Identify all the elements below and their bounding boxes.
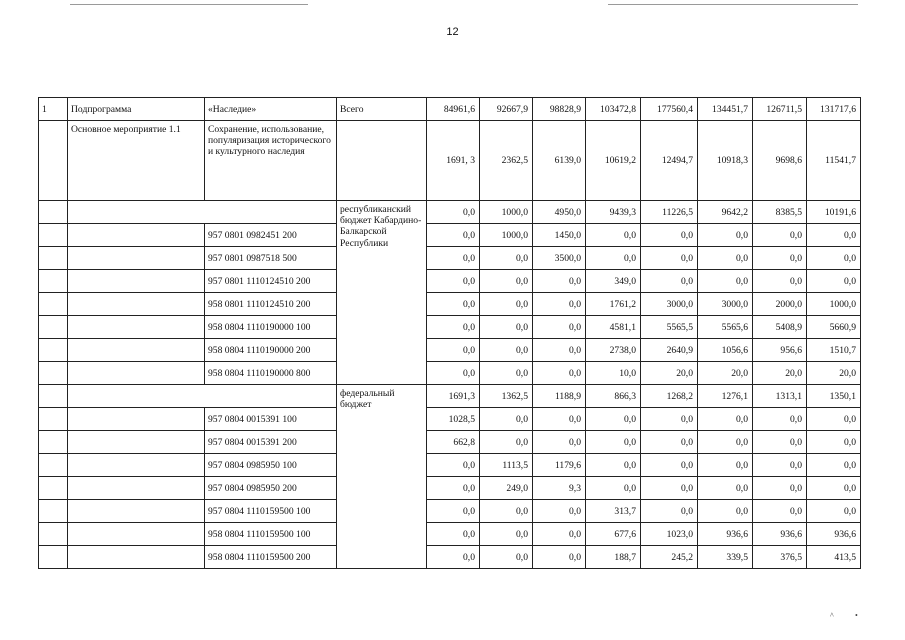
value-cell: 0,0 xyxy=(427,293,480,316)
value-cell: 0,0 xyxy=(807,270,861,293)
value-cell: 9439,3 xyxy=(586,201,641,224)
budget-code: 957 0804 0015391 100 xyxy=(205,408,337,431)
value-cell: 0,0 xyxy=(698,247,753,270)
budget-code-row xyxy=(39,477,861,500)
value-cell: 0,0 xyxy=(753,477,807,500)
value-cell: 5408,9 xyxy=(753,316,807,339)
subprogram-name: «Наследие» xyxy=(205,98,337,121)
subprogram-type: Подпрограмма xyxy=(68,98,205,121)
budget-code: 957 0804 1110159500 100 xyxy=(205,500,337,523)
value-cell: 9698,6 xyxy=(753,121,807,201)
empty-cell xyxy=(39,247,68,270)
value-cell: 103472,8 xyxy=(586,98,641,121)
value-cell: 0,0 xyxy=(480,339,533,362)
value-cell: 0,0 xyxy=(807,224,861,247)
empty-cell xyxy=(68,523,205,546)
empty-cell xyxy=(68,247,205,270)
value-cell: 0,0 xyxy=(427,247,480,270)
budget-code-row xyxy=(39,523,861,546)
value-cell: 0,0 xyxy=(480,316,533,339)
top-border-line-right xyxy=(608,4,858,5)
value-cell: 3500,0 xyxy=(533,247,586,270)
value-cell: 1350,1 xyxy=(807,385,861,408)
value-cell: 11226,5 xyxy=(641,201,698,224)
value-cell: 10,0 xyxy=(586,362,641,385)
empty-cell xyxy=(39,224,68,247)
empty-cell xyxy=(337,121,427,201)
value-cell: 0,0 xyxy=(641,247,698,270)
value-cell: 1510,7 xyxy=(807,339,861,362)
value-cell: 936,6 xyxy=(698,523,753,546)
budget-code-row xyxy=(39,316,861,339)
value-cell: 0,0 xyxy=(698,270,753,293)
value-cell: 10918,3 xyxy=(698,121,753,201)
value-cell: 0,0 xyxy=(427,316,480,339)
value-cell: 349,0 xyxy=(586,270,641,293)
budget-table xyxy=(38,97,861,569)
empty-cell xyxy=(39,408,68,431)
value-cell: 0,0 xyxy=(641,454,698,477)
value-cell: 20,0 xyxy=(753,362,807,385)
value-cell: 126711,5 xyxy=(753,98,807,121)
empty-cell xyxy=(68,546,205,569)
value-cell: 0,0 xyxy=(427,477,480,500)
federal-source-label: федеральный бюджет xyxy=(337,385,427,569)
value-cell: 0,0 xyxy=(586,224,641,247)
value-cell: 0,0 xyxy=(586,477,641,500)
value-cell: 0,0 xyxy=(641,500,698,523)
value-cell: 1276,1 xyxy=(698,385,753,408)
value-cell: 1691, 3 xyxy=(427,121,480,201)
empty-cell xyxy=(68,201,337,224)
value-cell: 1000,0 xyxy=(480,201,533,224)
empty-cell xyxy=(39,270,68,293)
value-cell: 1028,5 xyxy=(427,408,480,431)
empty-cell xyxy=(68,270,205,293)
value-cell: 2738,0 xyxy=(586,339,641,362)
budget-code: 957 0801 0982451 200 xyxy=(205,224,337,247)
empty-cell xyxy=(68,477,205,500)
value-cell: 0,0 xyxy=(753,247,807,270)
value-cell: 0,0 xyxy=(698,477,753,500)
value-cell: 3000,0 xyxy=(641,293,698,316)
value-cell: 1450,0 xyxy=(533,224,586,247)
budget-code: 958 0804 1110159500 100 xyxy=(205,523,337,546)
value-cell: 1313,1 xyxy=(753,385,807,408)
value-cell: 5660,9 xyxy=(807,316,861,339)
value-cell: 662,8 xyxy=(427,431,480,454)
value-cell: 134451,7 xyxy=(698,98,753,121)
empty-cell xyxy=(39,293,68,316)
value-cell: 1691,3 xyxy=(427,385,480,408)
value-cell: 1023,0 xyxy=(641,523,698,546)
value-cell: 0,0 xyxy=(427,523,480,546)
value-cell: 4950,0 xyxy=(533,201,586,224)
total-label: Всего xyxy=(337,98,427,121)
budget-code: 958 0804 1110190000 200 xyxy=(205,339,337,362)
value-cell: 0,0 xyxy=(807,454,861,477)
value-cell: 0,0 xyxy=(533,408,586,431)
row-index: 1 xyxy=(39,98,68,121)
value-cell: 0,0 xyxy=(533,523,586,546)
value-cell: 1000,0 xyxy=(480,224,533,247)
value-cell: 376,5 xyxy=(753,546,807,569)
value-cell: 1268,2 xyxy=(641,385,698,408)
empty-cell xyxy=(39,546,68,569)
value-cell: 0,0 xyxy=(480,431,533,454)
value-cell: 0,0 xyxy=(480,247,533,270)
value-cell: 866,3 xyxy=(586,385,641,408)
budget-code: 958 0804 1110159500 200 xyxy=(205,546,337,569)
value-cell: 0,0 xyxy=(480,546,533,569)
empty-cell xyxy=(39,523,68,546)
budget-code-row xyxy=(39,500,861,523)
value-cell: 936,6 xyxy=(753,523,807,546)
value-cell: 339,5 xyxy=(698,546,753,569)
value-cell: 0,0 xyxy=(533,270,586,293)
budget-code-row xyxy=(39,454,861,477)
value-cell: 84961,6 xyxy=(427,98,480,121)
value-cell: 20,0 xyxy=(807,362,861,385)
value-cell: 249,0 xyxy=(480,477,533,500)
value-cell: 177560,4 xyxy=(641,98,698,121)
value-cell: 0,0 xyxy=(427,500,480,523)
value-cell: 0,0 xyxy=(753,224,807,247)
budget-code: 957 0804 0015391 200 xyxy=(205,431,337,454)
budget-code-row xyxy=(39,431,861,454)
empty-cell xyxy=(68,454,205,477)
budget-code-row xyxy=(39,339,861,362)
value-cell: 92667,9 xyxy=(480,98,533,121)
value-cell: 1113,5 xyxy=(480,454,533,477)
federal-total-row xyxy=(39,385,861,408)
value-cell: 0,0 xyxy=(641,270,698,293)
value-cell: 0,0 xyxy=(586,247,641,270)
value-cell: 0,0 xyxy=(753,408,807,431)
value-cell: 413,5 xyxy=(807,546,861,569)
value-cell: 2000,0 xyxy=(753,293,807,316)
empty-cell xyxy=(39,431,68,454)
value-cell: 12494,7 xyxy=(641,121,698,201)
value-cell: 5565,6 xyxy=(698,316,753,339)
value-cell: 0,0 xyxy=(698,431,753,454)
value-cell: 98828,9 xyxy=(533,98,586,121)
empty-cell xyxy=(39,500,68,523)
value-cell: 0,0 xyxy=(698,500,753,523)
value-cell: 1188,9 xyxy=(533,385,586,408)
value-cell: 0,0 xyxy=(753,270,807,293)
budget-code-row xyxy=(39,546,861,569)
empty-cell xyxy=(68,385,337,408)
value-cell: 936,6 xyxy=(807,523,861,546)
value-cell: 0,0 xyxy=(480,408,533,431)
empty-cell xyxy=(68,224,205,247)
value-cell: 0,0 xyxy=(480,293,533,316)
corner-mark: ^ xyxy=(830,611,834,620)
value-cell: 10619,2 xyxy=(586,121,641,201)
value-cell: 6139,0 xyxy=(533,121,586,201)
value-cell: 0,0 xyxy=(753,454,807,477)
value-cell: 0,0 xyxy=(533,339,586,362)
budget-code-row xyxy=(39,247,861,270)
empty-cell xyxy=(39,339,68,362)
value-cell: 20,0 xyxy=(698,362,753,385)
value-cell: 9,3 xyxy=(533,477,586,500)
value-cell: 956,6 xyxy=(753,339,807,362)
value-cell: 0,0 xyxy=(641,477,698,500)
empty-cell xyxy=(39,121,68,201)
value-cell: 0,0 xyxy=(480,523,533,546)
budget-code: 958 0804 1110190000 800 xyxy=(205,362,337,385)
value-cell: 0,0 xyxy=(807,477,861,500)
value-cell: 0,0 xyxy=(427,546,480,569)
budget-code: 958 0801 1110124510 200 xyxy=(205,293,337,316)
value-cell: 2640,9 xyxy=(641,339,698,362)
value-cell: 8385,5 xyxy=(753,201,807,224)
empty-cell xyxy=(68,431,205,454)
top-border-line-left xyxy=(70,4,308,5)
value-cell: 0,0 xyxy=(427,224,480,247)
value-cell: 0,0 xyxy=(533,546,586,569)
value-cell: 4581,1 xyxy=(586,316,641,339)
value-cell: 0,0 xyxy=(427,362,480,385)
value-cell: 0,0 xyxy=(641,431,698,454)
value-cell: 0,0 xyxy=(427,339,480,362)
empty-cell xyxy=(39,201,68,224)
value-cell: 0,0 xyxy=(807,247,861,270)
measure-name: Сохранение, использование, популяризация исторического и культурного наследия xyxy=(205,121,337,201)
value-cell: 10191,6 xyxy=(807,201,861,224)
corner-mark: • xyxy=(855,611,858,620)
value-cell: 0,0 xyxy=(533,293,586,316)
budget-code: 957 0804 0985950 100 xyxy=(205,454,337,477)
budget-code: 957 0801 1110124510 200 xyxy=(205,270,337,293)
budget-code-row xyxy=(39,224,861,247)
budget-code-row xyxy=(39,362,861,385)
value-cell: 0,0 xyxy=(641,224,698,247)
value-cell: 0,0 xyxy=(480,362,533,385)
value-cell: 5565,5 xyxy=(641,316,698,339)
budget-code: 957 0804 0985950 200 xyxy=(205,477,337,500)
measure-type: Основное мероприятие 1.1 xyxy=(68,121,205,201)
value-cell: 1000,0 xyxy=(807,293,861,316)
empty-cell xyxy=(68,316,205,339)
value-cell: 188,7 xyxy=(586,546,641,569)
empty-cell xyxy=(39,385,68,408)
value-cell: 0,0 xyxy=(480,500,533,523)
value-cell: 0,0 xyxy=(698,454,753,477)
value-cell: 0,0 xyxy=(533,316,586,339)
value-cell: 1761,2 xyxy=(586,293,641,316)
value-cell: 0,0 xyxy=(807,500,861,523)
value-cell: 0,0 xyxy=(427,454,480,477)
value-cell: 11541,7 xyxy=(807,121,861,201)
value-cell: 0,0 xyxy=(533,500,586,523)
budget-code-row xyxy=(39,270,861,293)
value-cell: 0,0 xyxy=(427,201,480,224)
empty-cell xyxy=(39,316,68,339)
value-cell: 0,0 xyxy=(586,408,641,431)
main-measure-row xyxy=(39,121,861,201)
regional-total-row xyxy=(39,201,861,224)
page-number: 12 xyxy=(446,26,459,38)
value-cell: 313,7 xyxy=(586,500,641,523)
value-cell: 0,0 xyxy=(480,270,533,293)
value-cell: 1056,6 xyxy=(698,339,753,362)
value-cell: 677,6 xyxy=(586,523,641,546)
value-cell: 0,0 xyxy=(753,500,807,523)
empty-cell xyxy=(39,362,68,385)
value-cell: 0,0 xyxy=(533,431,586,454)
value-cell: 0,0 xyxy=(427,270,480,293)
value-cell: 0,0 xyxy=(586,431,641,454)
empty-cell xyxy=(68,293,205,316)
value-cell: 2362,5 xyxy=(480,121,533,201)
value-cell: 0,0 xyxy=(586,454,641,477)
value-cell: 0,0 xyxy=(807,408,861,431)
value-cell: 1362,5 xyxy=(480,385,533,408)
value-cell: 0,0 xyxy=(698,224,753,247)
empty-cell xyxy=(68,408,205,431)
subprogram-row xyxy=(39,98,861,121)
empty-cell xyxy=(68,500,205,523)
value-cell: 0,0 xyxy=(698,408,753,431)
value-cell: 245,2 xyxy=(641,546,698,569)
budget-code: 958 0804 1110190000 100 xyxy=(205,316,337,339)
budget-code-row xyxy=(39,408,861,431)
value-cell: 3000,0 xyxy=(698,293,753,316)
empty-cell xyxy=(68,339,205,362)
value-cell: 9642,2 xyxy=(698,201,753,224)
value-cell: 131717,6 xyxy=(807,98,861,121)
value-cell: 20,0 xyxy=(641,362,698,385)
empty-cell xyxy=(68,362,205,385)
value-cell: 0,0 xyxy=(533,362,586,385)
regional-source-label: республиканский бюджет Кабардино-Балкарской Республики xyxy=(337,201,427,385)
empty-cell xyxy=(39,477,68,500)
value-cell: 0,0 xyxy=(641,408,698,431)
value-cell: 0,0 xyxy=(753,431,807,454)
budget-code-row xyxy=(39,293,861,316)
budget-code: 957 0801 0987518 500 xyxy=(205,247,337,270)
value-cell: 1179,6 xyxy=(533,454,586,477)
value-cell: 0,0 xyxy=(807,431,861,454)
empty-cell xyxy=(39,454,68,477)
